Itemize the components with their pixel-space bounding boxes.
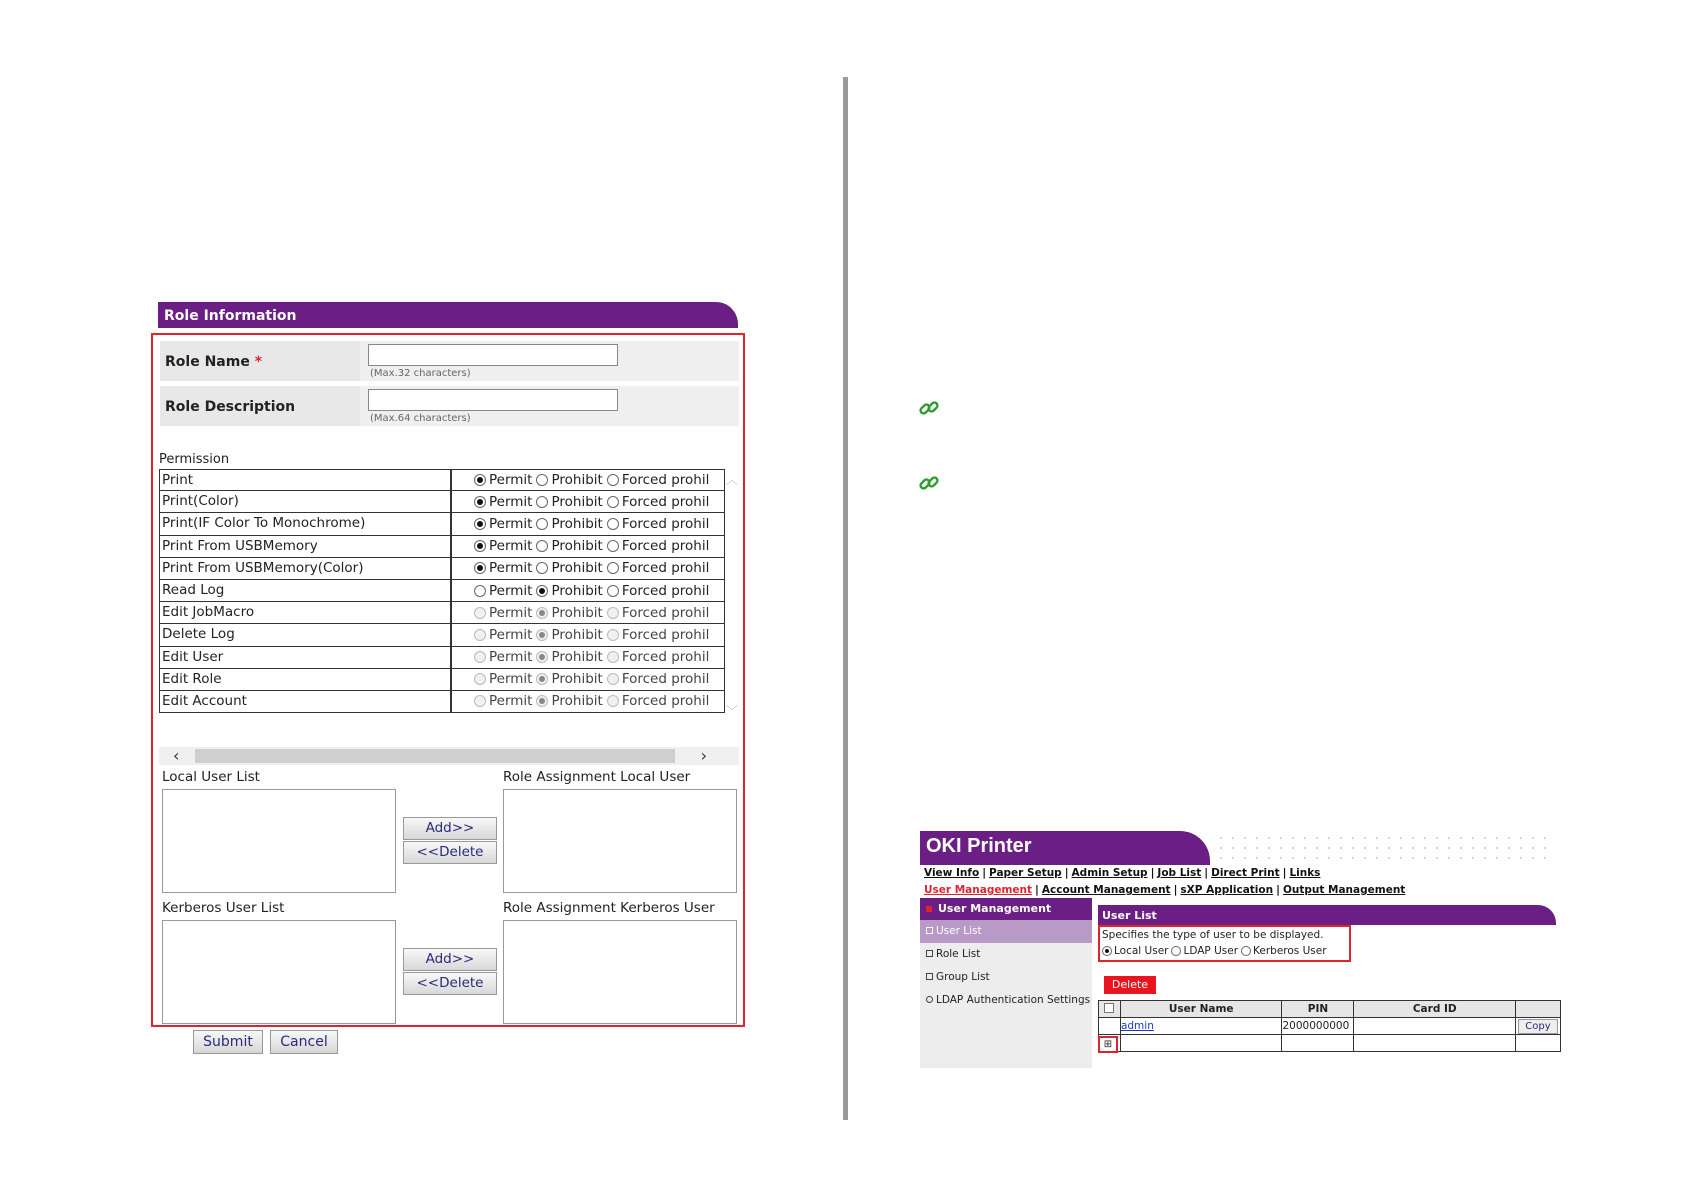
permission-option[interactable]	[607, 538, 710, 554]
column-card-id: Card ID	[1354, 1001, 1516, 1018]
nav-link[interactable]: Account Management	[1041, 884, 1171, 896]
permission-row	[159, 691, 725, 713]
nav-link[interactable]: Output Management	[1282, 884, 1406, 896]
option-label: Forced prohil	[621, 493, 710, 510]
radio-button	[607, 651, 619, 663]
user-type-option[interactable]	[1102, 945, 1168, 957]
permission-options	[452, 491, 724, 512]
submit-button[interactable]: Submit	[193, 1030, 263, 1054]
option-label: Prohibit	[551, 649, 603, 666]
option-label: Permit	[489, 560, 533, 577]
table-row	[1099, 1018, 1561, 1035]
permission-option	[474, 605, 532, 621]
permission-row	[159, 513, 725, 535]
add-local-button[interactable]: Add>>	[403, 817, 497, 840]
permission-name: Print From USBMemory	[160, 536, 452, 557]
option-label: Forced prohil	[621, 538, 710, 555]
permission-name: Delete Log	[160, 624, 452, 645]
role-description-label: Role Description	[160, 386, 360, 426]
option-label: Permit	[489, 626, 533, 643]
link-icon[interactable]	[918, 472, 940, 494]
nav-link[interactable]: Links	[1289, 867, 1321, 879]
radio-button	[474, 607, 486, 619]
radio-button[interactable]	[474, 562, 486, 574]
oki-header-bar	[920, 831, 1210, 865]
permission-options	[452, 580, 724, 601]
permission-option	[607, 671, 710, 687]
option-label: Forced prohil	[621, 626, 710, 643]
radio-button[interactable]	[536, 474, 548, 486]
role-assignment-kerberos-label: Role Assignment Kerberos User	[503, 900, 715, 916]
option-label: Forced prohil	[621, 604, 710, 621]
scroll-right-icon[interactable]: ›	[700, 746, 707, 765]
permission-options	[452, 470, 724, 490]
option-label: Forced prohil	[621, 582, 710, 599]
permission-name: Print(Color)	[160, 491, 452, 512]
permission-option[interactable]	[474, 560, 532, 576]
bullet-icon	[926, 973, 933, 980]
option-label: Forced prohil	[621, 671, 710, 688]
radio-button[interactable]	[536, 496, 548, 508]
row-checkbox-cell	[1099, 1018, 1121, 1035]
permission-option	[474, 649, 532, 665]
option-label: Prohibit	[551, 515, 603, 532]
option-label: Prohibit	[551, 626, 603, 643]
add-kerberos-button[interactable]: Add>>	[403, 948, 497, 971]
radio-button[interactable]	[536, 585, 548, 597]
role-name-label: Role Name *	[160, 341, 360, 381]
permission-row	[159, 491, 725, 513]
option-label: Forced prohil	[621, 515, 710, 532]
nav-link[interactable]: Direct Print	[1211, 867, 1280, 879]
user-list-header: User List	[1098, 905, 1556, 925]
permission-option[interactable]	[607, 560, 710, 576]
copy-button[interactable]: Copy	[1518, 1019, 1558, 1034]
permission-row	[159, 624, 725, 646]
sidebar-item-label: LDAP Authentication Settings	[936, 994, 1091, 1006]
nav-link[interactable]: Paper Setup	[989, 867, 1062, 879]
top-navigation: View Info | Paper Setup | Admin Setup | Job List | Direct Print | Links	[924, 867, 1321, 879]
permission-row	[159, 536, 725, 558]
role-description-hint: (Max.64 characters)	[370, 413, 471, 424]
radio-button[interactable]	[474, 585, 486, 597]
option-label: Forced prohil	[621, 649, 710, 666]
permission-name: Print From USBMemory(Color)	[160, 558, 452, 579]
option-label: Permit	[489, 604, 533, 621]
radio-button[interactable]	[607, 496, 619, 508]
radio-button[interactable]	[607, 540, 619, 552]
nav-link[interactable]: User Management	[924, 884, 1033, 896]
user-type-option[interactable]	[1241, 945, 1327, 957]
sidebar-item[interactable]	[920, 943, 1092, 966]
local-user-list-label: Local User List	[162, 769, 260, 785]
role-name-input[interactable]	[368, 344, 618, 366]
user-card-id	[1354, 1018, 1516, 1035]
role-name-hint: (Max.32 characters)	[370, 368, 471, 379]
permission-name: Edit JobMacro	[160, 602, 452, 623]
permission-option	[474, 693, 532, 709]
delete-button[interactable]: Delete	[1104, 976, 1156, 994]
option-label: Prohibit	[551, 472, 603, 489]
option-label: Permit	[489, 515, 533, 532]
column-user-name: User Name	[1120, 1001, 1282, 1018]
role-assignment-kerberos-list[interactable]	[503, 920, 737, 1024]
permission-option[interactable]	[474, 583, 532, 599]
permission-options	[452, 558, 724, 579]
permission-option[interactable]	[536, 560, 602, 576]
permission-name: Edit User	[160, 647, 452, 668]
radio-button	[474, 695, 486, 707]
table-header-row	[1099, 1001, 1561, 1018]
role-information-header: Role Information	[158, 302, 738, 328]
scrollbar-thumb[interactable]	[195, 749, 675, 763]
permission-row	[159, 669, 725, 691]
filter-description: Specifies the type of user to be displayed.	[1102, 929, 1324, 941]
permission-option	[536, 627, 602, 643]
role-assignment-local-label: Role Assignment Local User	[503, 769, 691, 785]
permission-options	[452, 624, 724, 645]
radio-button[interactable]	[536, 562, 548, 574]
sidebar-item[interactable]	[920, 920, 1092, 943]
radio-button	[536, 629, 548, 641]
option-label: Permit	[489, 693, 533, 710]
option-label: Forced prohil	[621, 693, 710, 710]
radio-button[interactable]	[474, 518, 486, 530]
radio-button[interactable]	[474, 474, 486, 486]
permission-row	[159, 580, 725, 602]
header-dot-pattern	[1215, 833, 1555, 865]
table-row	[1099, 1035, 1561, 1052]
permission-name: Edit Role	[160, 669, 452, 690]
radio-button	[607, 695, 619, 707]
radio-button	[536, 607, 548, 619]
option-label: Prohibit	[551, 693, 603, 710]
link-icon[interactable]	[918, 397, 940, 419]
radio-button	[536, 673, 548, 685]
option-label: Permit	[489, 582, 533, 599]
permission-table	[159, 469, 725, 713]
expand-icon	[926, 996, 933, 1003]
permission-option[interactable]	[536, 472, 602, 488]
option-label: Prohibit	[551, 604, 603, 621]
sidebar-header: User Management	[920, 898, 1092, 920]
radio-button[interactable]	[536, 540, 548, 552]
permission-row	[159, 602, 725, 624]
column-actions	[1515, 1001, 1560, 1018]
permission-option	[474, 671, 532, 687]
option-label: Permit	[489, 649, 533, 666]
permission-option[interactable]	[536, 494, 602, 510]
user-pin: 2000000000	[1282, 1018, 1354, 1035]
option-label: Prohibit	[551, 538, 603, 555]
option-label: Forced prohil	[621, 472, 710, 489]
option-label: Permit	[489, 493, 533, 510]
option-label: Prohibit	[551, 582, 603, 599]
option-label: Permit	[489, 538, 533, 555]
radio-button	[474, 629, 486, 641]
sidebar-item[interactable]	[920, 989, 1092, 1012]
permission-row	[159, 558, 725, 580]
permission-option[interactable]	[474, 538, 532, 554]
radio-button[interactable]	[536, 518, 548, 530]
role-name-row	[160, 341, 739, 381]
oki-printer-panel	[920, 831, 1560, 1071]
radio-button	[474, 651, 486, 663]
radio-button[interactable]	[607, 518, 619, 530]
select-all-checkbox[interactable]	[1099, 1001, 1121, 1018]
permission-options	[452, 669, 724, 690]
add-user-expand-icon[interactable]: ⊞	[1098, 1036, 1118, 1053]
kerberos-user-list-label: Kerberos User List	[162, 900, 285, 916]
radio-button[interactable]	[607, 474, 619, 486]
option-label: LDAP User	[1183, 945, 1239, 957]
oki-title: OKI Printer	[926, 835, 1032, 857]
scroll-left-icon[interactable]: ‹	[173, 746, 180, 765]
radio-button	[607, 629, 619, 641]
local-user-list[interactable]	[162, 789, 396, 893]
permission-option	[536, 671, 602, 687]
permission-option[interactable]	[607, 494, 710, 510]
radio-button[interactable]	[607, 585, 619, 597]
radio-button[interactable]	[474, 496, 486, 508]
radio-button[interactable]	[1102, 946, 1112, 956]
user-name-link[interactable]: admin	[1120, 1018, 1282, 1035]
permission-option[interactable]	[536, 583, 602, 599]
permission-vertical-scrollbar[interactable]	[725, 469, 739, 719]
sidebar-item-label: Role List	[936, 948, 981, 960]
option-label: Permit	[489, 472, 533, 489]
nav-link[interactable]: sXP Application	[1180, 884, 1274, 896]
permission-option	[607, 627, 710, 643]
kerberos-user-list[interactable]	[162, 920, 396, 1024]
option-label: Kerberos User	[1253, 945, 1327, 957]
option-label: Prohibit	[551, 493, 603, 510]
permission-options	[452, 513, 724, 534]
permission-option[interactable]	[607, 472, 710, 488]
permission-horizontal-scrollbar[interactable]	[159, 747, 739, 765]
permission-option[interactable]	[607, 583, 710, 599]
role-information-form	[151, 333, 745, 1027]
role-description-input[interactable]	[368, 389, 618, 411]
permission-option[interactable]	[474, 516, 532, 532]
permission-option[interactable]	[607, 516, 710, 532]
delete-kerberos-button[interactable]: <<Delete	[403, 972, 497, 995]
radio-button	[474, 673, 486, 685]
radio-button	[607, 607, 619, 619]
permission-option	[607, 693, 710, 709]
scroll-up-icon[interactable]: ︿	[726, 473, 739, 487]
permission-option	[474, 627, 532, 643]
permission-name: Print	[160, 470, 452, 490]
scroll-down-icon[interactable]: ﹀	[726, 704, 739, 718]
option-label: Permit	[489, 671, 533, 688]
permission-option	[607, 605, 710, 621]
permission-name: Print(IF Color To Monochrome)	[160, 513, 452, 534]
role-description-row	[160, 386, 739, 426]
permission-options	[452, 647, 724, 668]
radio-button[interactable]	[1171, 946, 1181, 956]
radio-button[interactable]	[1241, 946, 1251, 956]
permission-option[interactable]	[474, 472, 532, 488]
user-type-option[interactable]	[1171, 945, 1238, 957]
nav-link[interactable]: Admin Setup	[1071, 867, 1148, 879]
role-assignment-local-list[interactable]	[503, 789, 737, 893]
radio-button	[536, 651, 548, 663]
permission-options	[452, 536, 724, 557]
radio-button[interactable]	[607, 562, 619, 574]
option-label: Forced prohil	[621, 560, 710, 577]
radio-button	[536, 695, 548, 707]
permission-option[interactable]	[536, 516, 602, 532]
option-label: Prohibit	[551, 671, 603, 688]
radio-button	[607, 673, 619, 685]
page-divider	[843, 77, 848, 1120]
permission-title: Permission	[159, 452, 230, 467]
radio-button[interactable]	[474, 540, 486, 552]
option-label: Prohibit	[551, 560, 603, 577]
bullet-icon	[926, 950, 933, 957]
user-table	[1098, 1000, 1561, 1052]
permission-option	[607, 649, 710, 665]
permission-row	[159, 469, 725, 491]
permission-option	[536, 649, 602, 665]
sidebar-item[interactable]	[920, 966, 1092, 989]
cancel-button[interactable]: Cancel	[270, 1030, 338, 1054]
user-type-filter	[1098, 925, 1351, 962]
permission-option[interactable]	[474, 494, 532, 510]
permission-option[interactable]	[536, 538, 602, 554]
permission-option	[536, 605, 602, 621]
copy-cell	[1515, 1018, 1560, 1035]
delete-local-button[interactable]: <<Delete	[403, 841, 497, 864]
sidebar	[920, 898, 1092, 1068]
nav-link[interactable]: Job List	[1157, 867, 1202, 879]
permission-name: Read Log	[160, 580, 452, 601]
permission-options	[452, 691, 724, 712]
sidebar-item-label: User List	[936, 925, 982, 937]
option-label: Local User	[1114, 945, 1169, 957]
column-pin: PIN	[1282, 1001, 1354, 1018]
permission-name: Edit Account	[160, 691, 452, 712]
permission-options	[452, 602, 724, 623]
permission-row	[159, 647, 725, 669]
second-navigation: User Management | Account Management | sXP Application | Output Management	[924, 884, 1406, 896]
bullet-icon	[926, 927, 933, 934]
nav-link[interactable]: View Info	[924, 867, 980, 879]
permission-option	[536, 693, 602, 709]
sidebar-item-label: Group List	[936, 971, 990, 983]
